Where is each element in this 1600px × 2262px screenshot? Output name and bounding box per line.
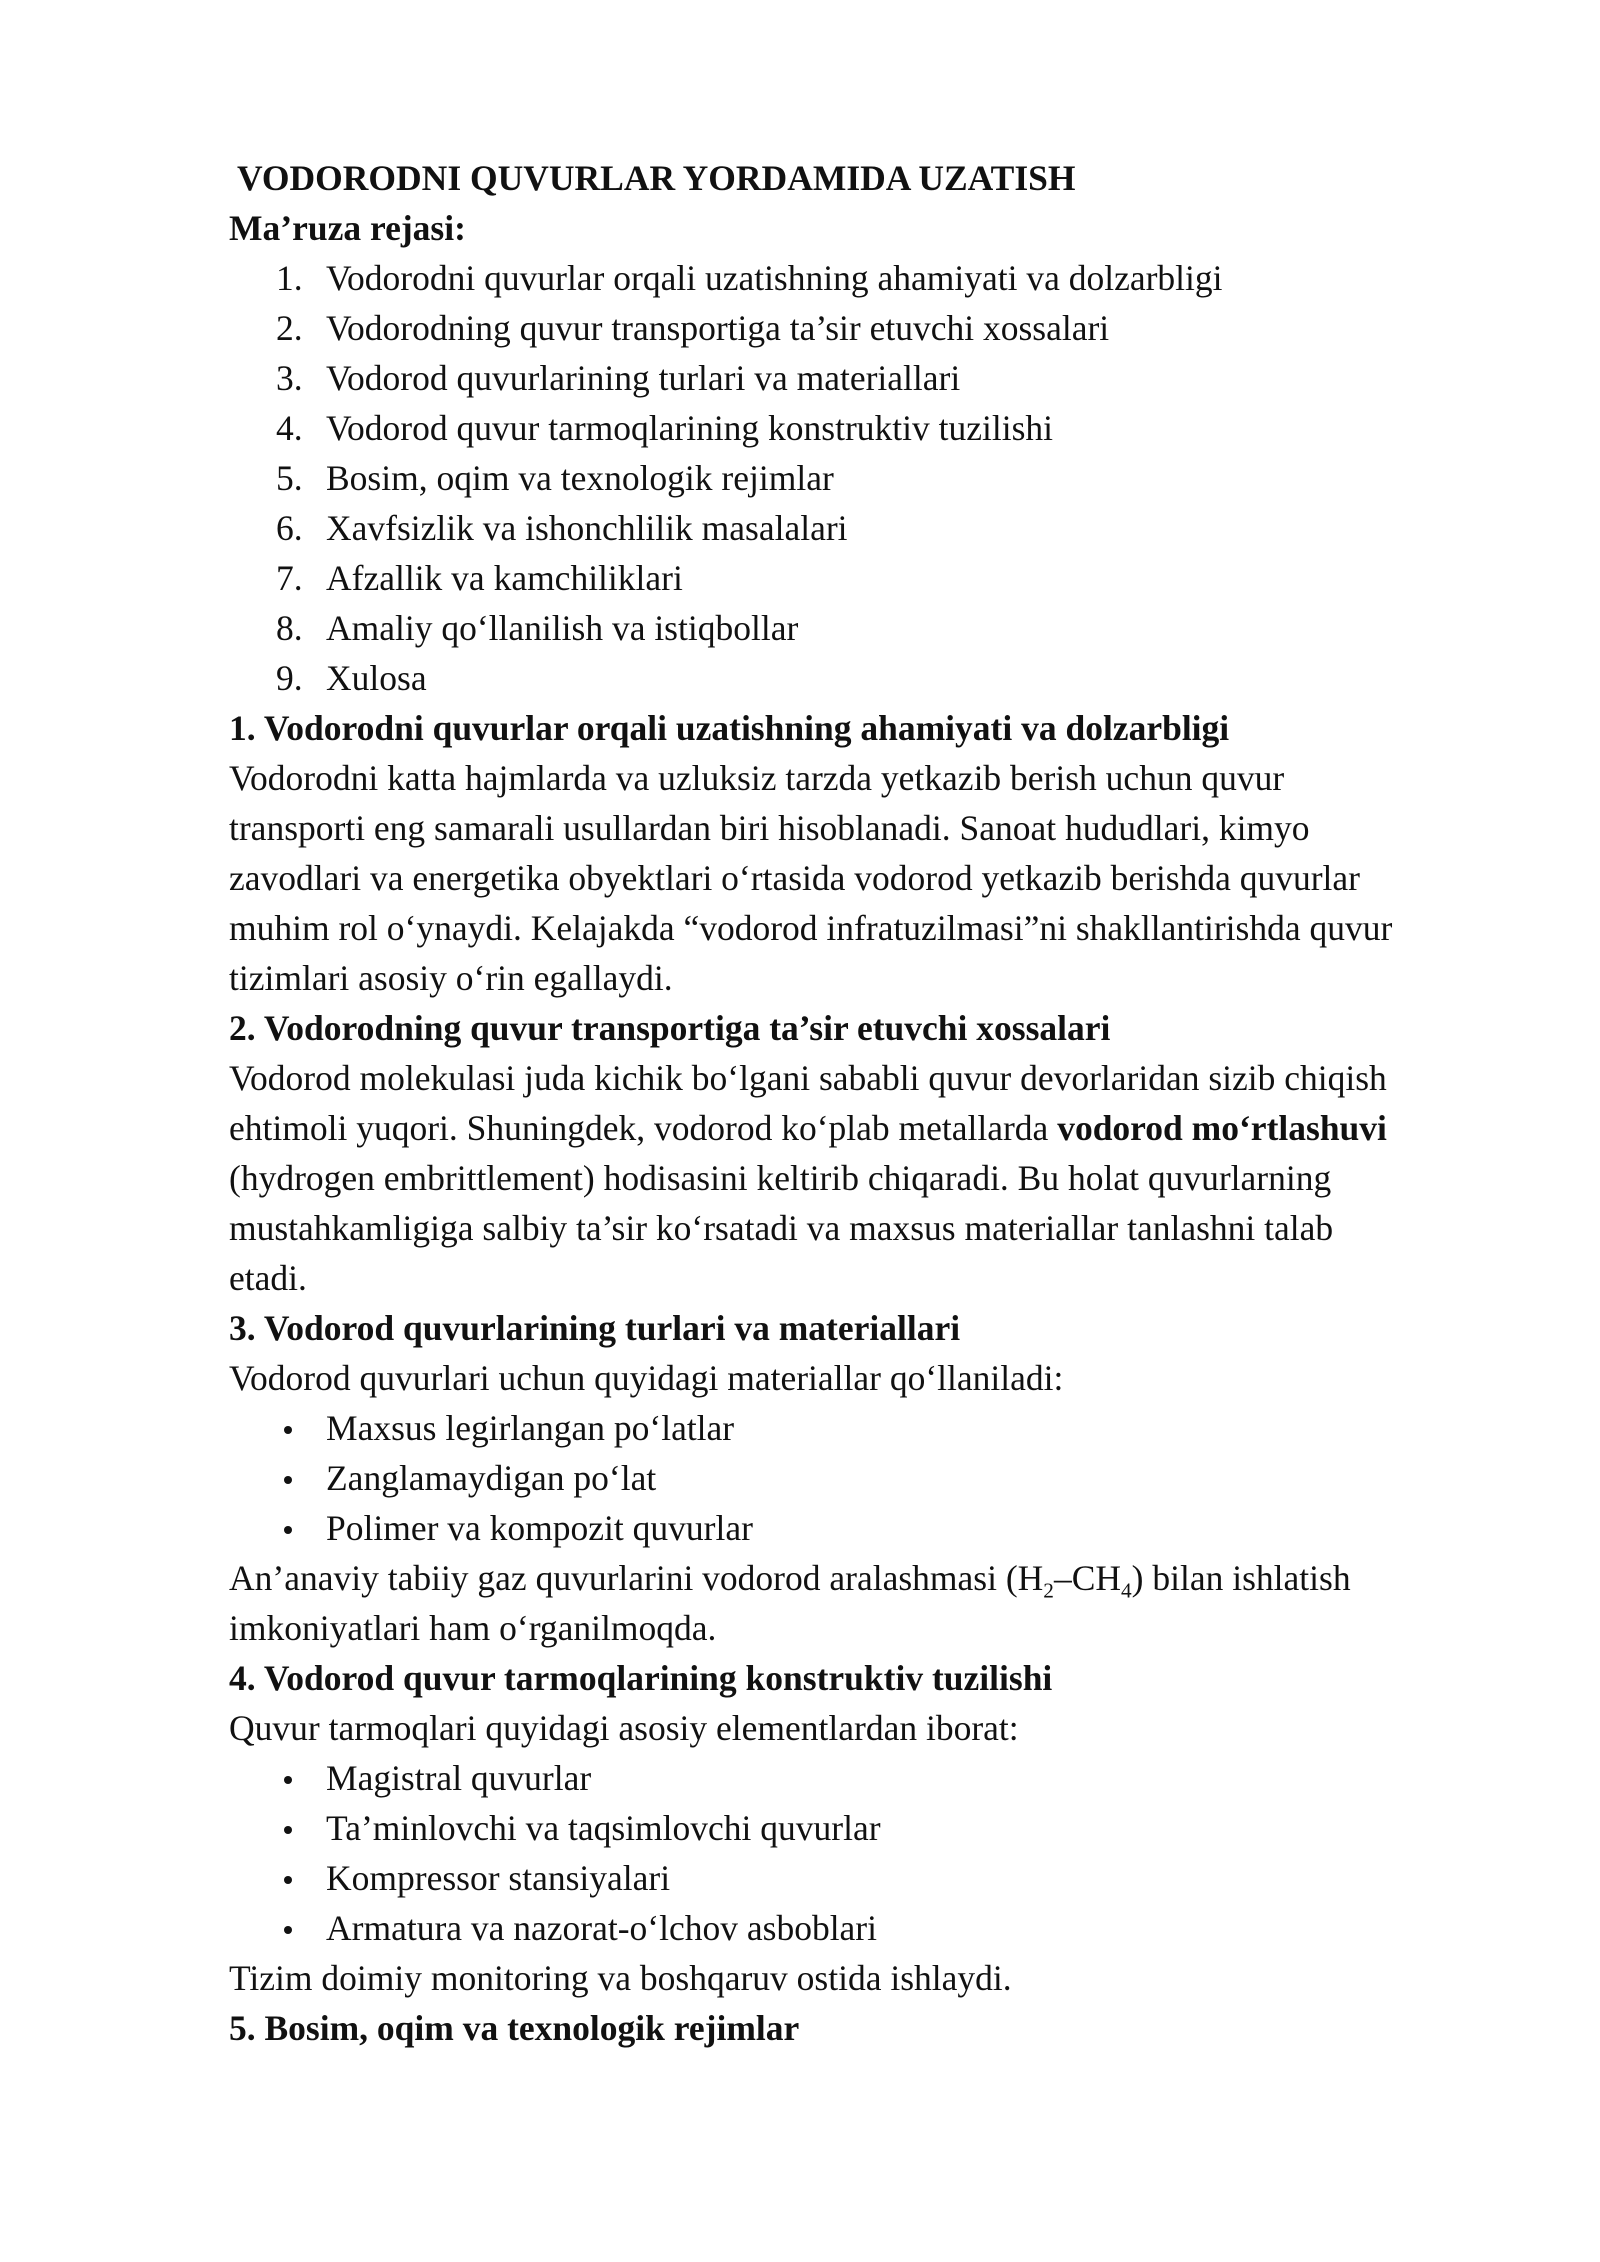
section-3-after [229, 1553, 1479, 1653]
section-2-heading: 2. Vodorodning quvur transportiga ta’sir etuvchi xossalari [229, 1008, 1111, 1048]
bullet-icon [229, 1403, 326, 1453]
section-4-intro: Quvur tarmoqlari quyidagi asosiy elementlardan iborat: [229, 1708, 1019, 1748]
paragraph-line: mustahkamligiga salbiy ta’sir ko‘rsatadi va maxsus materiallar tanlashni talab [229, 1208, 1334, 1248]
plan-item: 8. Amaliy qo‘llanilish va istiqbollar [276, 608, 799, 648]
section-4-heading: 4. Vodorod quvur tarmoqlarining konstruktiv tuzilishi [229, 1658, 1053, 1698]
section-1-heading: 1. Vodorodni quvurlar orqali uzatishning ahamiyati va dolzarbligi [229, 708, 1230, 748]
list-item: Ta’minlovchi va taqsimlovchi quvurlar [229, 1803, 1479, 1853]
bullet-icon [229, 1903, 326, 1953]
document-title: VODORODNI QUVURLAR YORDAMIDA UZATISH [237, 158, 1076, 198]
list-item: Zanglamaydigan po‘lat [229, 1453, 1479, 1503]
plan-item: 2. Vodorodning quvur transportiga ta’sir etuvchi xossalari [276, 308, 1110, 348]
bullet-icon [229, 1803, 326, 1853]
paragraph-line: zavodlari va energetika obyektlari o‘rtasida vodorod yetkazib berishda quvurlar [229, 858, 1360, 898]
section-2-paragraph [229, 1053, 1479, 1303]
paragraph-line: transporti eng samarali usullardan biri hisoblanadi. Sanoat hududlari, kimyo [229, 808, 1310, 848]
document-page [229, 153, 1479, 2053]
section-3-intro: Vodorod quvurlari uchun quyidagi materiallar qo‘llaniladi: [229, 1358, 1064, 1398]
paragraph-line: tizimlari asosiy o‘rin egallaydi. [229, 958, 673, 998]
section-5-heading: 5. Bosim, oqim va texnologik rejimlar [229, 2008, 800, 2048]
bullet-icon [229, 1753, 326, 1803]
elements-list [229, 1753, 1479, 1953]
plan-list [229, 253, 1479, 703]
plan-item: 6. Xavfsizlik va ishonchlilik masalalari [276, 508, 848, 548]
section-4-after: Tizim doimiy monitoring va boshqaruv ostida ishlaydi. [229, 1958, 1012, 1998]
plan-item: 4. Vodorod quvur tarmoqlarining konstruktiv tuzilishi [276, 408, 1054, 448]
bullet-icon [229, 1453, 326, 1503]
list-item: Kompressor stansiyalari [229, 1853, 1479, 1903]
materials-list [229, 1403, 1479, 1553]
plan-item: 1. Vodorodni quvurlar orqali uzatishning ahamiyati va dolzarbligi [276, 258, 1223, 298]
list-item: Magistral quvurlar [229, 1753, 1479, 1803]
plan-item: 9. Xulosa [276, 658, 427, 698]
plan-heading: Ma’ruza rejasi: [229, 208, 466, 248]
paragraph-line: An’anaviy tabiiy gaz quvurlarini vodorod aralashmasi $(H_2-CH_4)$ bilan ishlatish [229, 1558, 1351, 1603]
paragraph-line: etadi. [229, 1258, 307, 1298]
paragraph-line: Vodorodni katta hajmlarda va uzluksiz tarzda yetkazib berish uchun quvur [229, 758, 1285, 798]
paragraph-line: muhim rol o‘ynaydi. Kelajakda “vodorod infratuzilmasi”ni shakllantirishda quvur [229, 908, 1393, 948]
plan-item: 5. Bosim, oqim va texnologik rejimlar [276, 458, 834, 498]
emphasis-term: vodorod mo‘rtlashuvi [1057, 1108, 1387, 1148]
paragraph-line: ehtimoli yuqori. Shuningdek, vodorod ko‘plab metallarda vodorod mo‘rtlashuvi [229, 1108, 1387, 1148]
section-1-paragraph [229, 753, 1479, 1003]
list-item: Armatura va nazorat-o‘lchov asboblari [229, 1903, 1479, 1953]
bullet-icon [229, 1853, 326, 1903]
plan-item: 3. Vodorod quvurlarining turlari va materiallari [276, 358, 961, 398]
section-3-heading: 3. Vodorod quvurlarining turlari va materiallari [229, 1308, 961, 1348]
list-item: Polimer va kompozit quvurlar [229, 1503, 1479, 1553]
paragraph-line: imkoniyatlari ham o‘rganilmoqda. [229, 1608, 717, 1648]
plan-item: 7. Afzallik va kamchiliklari [276, 558, 683, 598]
paragraph-line: Vodorod molekulasi juda kichik bo‘lgani sababli quvur devorlaridan sizib chiqish [229, 1058, 1387, 1098]
list-item: Maxsus legirlangan po‘latlar [229, 1403, 1479, 1453]
bullet-icon [229, 1503, 326, 1553]
paragraph-line: (hydrogen embrittlement) hodisasini keltirib chiqaradi. Bu holat quvurlarning [229, 1158, 1332, 1198]
